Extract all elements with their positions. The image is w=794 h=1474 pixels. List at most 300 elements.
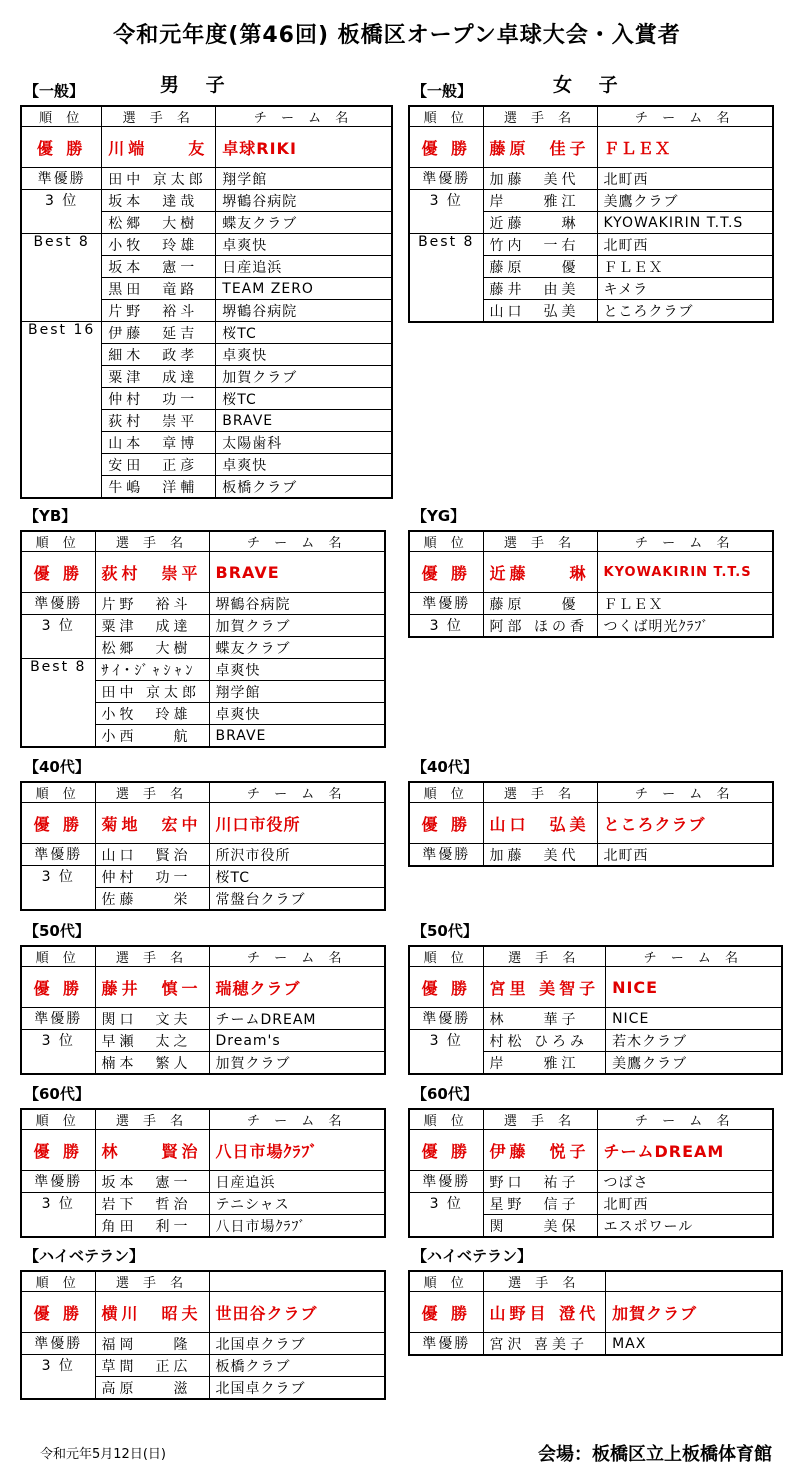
table-row — [21, 366, 392, 388]
table-header — [409, 782, 773, 803]
player-name: 山本 章博 — [102, 432, 216, 454]
rank-cell — [21, 256, 102, 278]
table-row — [21, 1355, 385, 1377]
team-name: 川口市役所 — [209, 803, 385, 844]
winner-row — [21, 803, 385, 844]
rank-cell: 準優勝 — [21, 1171, 95, 1193]
table-header — [409, 1109, 773, 1130]
team-name: エスポワール — [597, 1215, 773, 1238]
player-name: 荻村 崇平 — [102, 410, 216, 432]
player-name: 近藤 琳 — [483, 552, 597, 593]
team-name: 堺鶴谷病院 — [216, 300, 392, 322]
team-name: 卓爽快 — [209, 659, 385, 681]
player-name: 伊藤 延吉 — [102, 322, 216, 344]
rank-cell: 優 勝 — [409, 967, 483, 1008]
table-row — [21, 300, 392, 322]
team-name: 北町西 — [597, 844, 773, 867]
player-name: 藤原 優 — [483, 593, 597, 615]
player-name: 佐藤 栄 — [95, 888, 209, 911]
player-name: 黒田 竜路 — [102, 278, 216, 300]
rank-cell — [21, 725, 95, 748]
player-name: 松郷 大樹 — [95, 637, 209, 659]
player-name: 片野 裕斗 — [102, 300, 216, 322]
player-name: 粟津 成達 — [95, 615, 209, 637]
rank-cell: 優 勝 — [409, 803, 483, 844]
player-name: 角田 利一 — [95, 1215, 209, 1238]
winner-row — [21, 552, 385, 593]
header-player: 選 手 名 — [483, 531, 597, 552]
header-rank: 順 位 — [21, 531, 95, 552]
player-name: 仲村 功一 — [102, 388, 216, 410]
player-name: 粟津 成達 — [102, 366, 216, 388]
team-name: 所沢市役所 — [209, 844, 385, 866]
header-player: 選 手 名 — [95, 531, 209, 552]
rank-cell: Best 8 — [21, 659, 95, 681]
table-header — [21, 531, 385, 552]
header-rank: 順 位 — [21, 946, 95, 967]
rank-cell: 準優勝 — [409, 1171, 483, 1193]
results-table — [408, 530, 774, 638]
header-player: 選 手 名 — [483, 106, 597, 127]
rank-cell: Best 8 — [409, 234, 483, 256]
header-rank: 順 位 — [409, 1109, 483, 1130]
header-team: チ ー ム 名 — [216, 106, 392, 127]
header-rank: 順 位 — [21, 1271, 95, 1292]
team-name: 卓爽快 — [216, 454, 392, 476]
results-table — [20, 1108, 386, 1238]
team-name: ところクラブ — [597, 803, 773, 844]
section-label: 【YB】 — [24, 507, 77, 525]
table-row — [21, 476, 392, 499]
rank-cell: 準優勝 — [409, 844, 483, 867]
rank-cell: Best 16 — [21, 322, 102, 344]
player-name: 関口 文夫 — [95, 1008, 209, 1030]
player-name: 松郷 大樹 — [102, 212, 216, 234]
section-label: 【40代】 — [412, 758, 478, 776]
player-name: 坂本 達哉 — [102, 190, 216, 212]
event-date: 令和元年5月12日(日) — [40, 1447, 166, 1462]
header-rank: 順 位 — [409, 106, 483, 127]
table-row — [21, 234, 392, 256]
table-header — [409, 531, 773, 552]
team-name: NICE — [606, 967, 782, 1008]
player-name: 小牧 玲雄 — [95, 703, 209, 725]
team-name: 卓球RIKI — [216, 127, 392, 168]
table-row — [21, 432, 392, 454]
table-row — [409, 1030, 782, 1052]
rank-cell: 優 勝 — [21, 1130, 95, 1171]
player-name: 伊藤 悦子 — [483, 1130, 597, 1171]
table-row — [21, 637, 385, 659]
rank-cell — [21, 1215, 95, 1238]
table-row — [409, 1215, 773, 1238]
rank-cell: 優 勝 — [409, 1292, 483, 1333]
table-row — [21, 866, 385, 888]
player-name: 小西 航 — [95, 725, 209, 748]
table-row — [409, 1171, 773, 1193]
player-name: 横川 昭夫 — [95, 1292, 209, 1333]
team-name: 美鷹クラブ — [597, 190, 773, 212]
table-header — [21, 1109, 385, 1130]
rank-cell — [21, 703, 95, 725]
player-name: 坂本 憲一 — [95, 1171, 209, 1193]
rank-cell: Best 8 — [21, 234, 102, 256]
winner-row — [409, 803, 773, 844]
rank-cell: 3 位 — [409, 1193, 483, 1215]
team-name: 蝶友クラブ — [209, 637, 385, 659]
team-name: BRAVE — [209, 725, 385, 748]
player-name: 川端 友 — [102, 127, 216, 168]
player-name: 山口 弘美 — [483, 803, 597, 844]
player-name: 竹内 一右 — [483, 234, 597, 256]
event-venue: 会場：板橋区立上板橋体育館 — [538, 1444, 772, 1465]
player-name: 細木 政孝 — [102, 344, 216, 366]
rank-cell: 準優勝 — [409, 1333, 483, 1356]
rank-cell — [21, 454, 102, 476]
rank-cell: 3 位 — [409, 1030, 483, 1052]
player-name: 林 賢治 — [95, 1130, 209, 1171]
table-row — [409, 1008, 782, 1030]
table-row — [409, 593, 773, 615]
player-name: 村松 ひろみ — [483, 1030, 606, 1052]
rank-cell — [21, 1377, 95, 1400]
rank-cell: 3 位 — [409, 615, 483, 638]
header-team — [209, 1271, 385, 1292]
team-name: 翔学館 — [216, 168, 392, 190]
team-name: BRAVE — [209, 552, 385, 593]
table-row — [21, 168, 392, 190]
rank-cell — [409, 212, 483, 234]
winner-row — [409, 1130, 773, 1171]
player-name: 藤原 佳子 — [483, 127, 597, 168]
team-name: 堺鶴谷病院 — [216, 190, 392, 212]
table-row — [409, 844, 773, 867]
table-row — [21, 593, 385, 615]
header-team: チ ー ム 名 — [209, 946, 385, 967]
team-name: 桜TC — [216, 388, 392, 410]
rank-cell: 優 勝 — [21, 552, 95, 593]
player-name: 早瀬 太之 — [95, 1030, 209, 1052]
winner-row — [21, 1292, 385, 1333]
rank-cell: 優 勝 — [21, 1292, 95, 1333]
player-name: 小牧 玲雄 — [102, 234, 216, 256]
gender-label: 女 子 — [553, 74, 628, 96]
team-name: 八日市場ｸﾗﾌﾞ — [209, 1215, 385, 1238]
team-name: キメラ — [597, 278, 773, 300]
rank-cell — [21, 637, 95, 659]
table-row — [21, 1215, 385, 1238]
table-row — [409, 190, 773, 212]
team-name: 若木クラブ — [606, 1030, 782, 1052]
header-player: 選 手 名 — [483, 1271, 606, 1292]
header-rank: 順 位 — [21, 1109, 95, 1130]
team-name: BRAVE — [216, 410, 392, 432]
table-row — [21, 1052, 385, 1075]
rank-cell — [409, 1215, 483, 1238]
rank-cell — [21, 888, 95, 911]
team-name: 瑞穂クラブ — [209, 967, 385, 1008]
player-name: 宮里 美智子 — [483, 967, 606, 1008]
header-team — [606, 1271, 782, 1292]
results-table — [408, 781, 774, 867]
rank-cell: 準優勝 — [21, 1333, 95, 1355]
player-name: 田中 京太郎 — [95, 681, 209, 703]
player-name: 星野 信子 — [483, 1193, 597, 1215]
header-player: 選 手 名 — [95, 946, 209, 967]
rank-cell — [21, 1052, 95, 1075]
team-name: 北町西 — [597, 168, 773, 190]
rank-cell: 準優勝 — [21, 1008, 95, 1030]
team-name: 卓爽快 — [216, 234, 392, 256]
table-row — [21, 888, 385, 911]
winner-row — [21, 967, 385, 1008]
header-team: チ ー ム 名 — [597, 106, 773, 127]
section-label: 【一般】 — [24, 82, 85, 100]
rank-cell — [21, 410, 102, 432]
rank-cell: 準優勝 — [21, 844, 95, 866]
header-player: 選 手 名 — [95, 782, 209, 803]
section-label: 【60代】 — [24, 1085, 90, 1103]
rank-cell: 3 位 — [21, 1193, 95, 1215]
header-player: 選 手 名 — [483, 782, 597, 803]
team-name: 日産追浜 — [209, 1171, 385, 1193]
section-label: 【YG】 — [412, 507, 466, 525]
table-header — [409, 1271, 782, 1292]
team-name: 日産追浜 — [216, 256, 392, 278]
player-name: 山口 賢治 — [95, 844, 209, 866]
team-name: 加賀クラブ — [209, 615, 385, 637]
player-name: 藤井 慎一 — [95, 967, 209, 1008]
table-row — [21, 388, 392, 410]
table-row — [21, 278, 392, 300]
rank-cell: 優 勝 — [409, 1130, 483, 1171]
table-row — [21, 659, 385, 681]
team-name: つばさ — [597, 1171, 773, 1193]
header-rank: 順 位 — [21, 106, 102, 127]
team-name: TEAM ZERO — [216, 278, 392, 300]
results-table — [20, 781, 386, 911]
header-team: チ ー ム 名 — [209, 1109, 385, 1130]
gender-label: 男 子 — [160, 74, 235, 96]
rank-cell — [409, 300, 483, 323]
player-name: 関 美保 — [483, 1215, 597, 1238]
results-table — [20, 530, 386, 748]
results-table — [408, 1108, 774, 1238]
rank-cell — [409, 278, 483, 300]
team-name: 加賀クラブ — [209, 1052, 385, 1075]
player-name: 加藤 美代 — [483, 168, 597, 190]
team-name: ＦＬＥＸ — [597, 127, 773, 168]
player-name: 山口 弘美 — [483, 300, 597, 323]
rank-cell: 準優勝 — [21, 168, 102, 190]
player-name: 野口 祐子 — [483, 1171, 597, 1193]
player-name: ｻｲ･ｼﾞｬｼｬﾝ — [95, 659, 209, 681]
team-name: 美鷹クラブ — [606, 1052, 782, 1075]
team-name: 北国卓クラブ — [209, 1377, 385, 1400]
header-rank: 順 位 — [409, 946, 483, 967]
rank-cell: 3 位 — [21, 866, 95, 888]
team-name: チームDREAM — [209, 1008, 385, 1030]
table-row — [21, 190, 392, 212]
table-row — [409, 1193, 773, 1215]
header-player: 選 手 名 — [102, 106, 216, 127]
team-name: 卓爽快 — [216, 344, 392, 366]
winner-row — [21, 127, 392, 168]
table-row — [21, 322, 392, 344]
table-row — [409, 300, 773, 323]
table-row — [409, 278, 773, 300]
team-name: 太陽歯科 — [216, 432, 392, 454]
player-name: 近藤 琳 — [483, 212, 597, 234]
table-row — [21, 725, 385, 748]
table-row — [409, 256, 773, 278]
team-name: 加賀クラブ — [216, 366, 392, 388]
rank-cell: 準優勝 — [409, 593, 483, 615]
rank-cell — [21, 366, 102, 388]
player-name: 宮沢 喜美子 — [483, 1333, 606, 1356]
team-name: KYOWAKIRIN T.T.S — [597, 212, 773, 234]
team-name: KYOWAKIRIN T.T.S — [597, 552, 773, 593]
player-name: 岩下 哲治 — [95, 1193, 209, 1215]
rank-cell: 優 勝 — [409, 127, 483, 168]
table-row — [21, 1333, 385, 1355]
player-name: 片野 裕斗 — [95, 593, 209, 615]
section-label: 【50代】 — [412, 922, 478, 940]
player-name: 加藤 美代 — [483, 844, 597, 867]
rank-cell: 優 勝 — [21, 967, 95, 1008]
team-name: 常盤台クラブ — [209, 888, 385, 911]
results-table — [20, 945, 386, 1075]
header-team: チ ー ム 名 — [606, 946, 782, 967]
header-player: 選 手 名 — [95, 1271, 209, 1292]
player-name: 菊地 宏中 — [95, 803, 209, 844]
table-header — [409, 106, 773, 127]
team-name: 板橋クラブ — [209, 1355, 385, 1377]
rank-cell — [21, 476, 102, 499]
player-name: 阿部 ほの香 — [483, 615, 597, 638]
team-name: 桜TC — [216, 322, 392, 344]
table-row — [21, 212, 392, 234]
winner-row — [409, 127, 773, 168]
player-name: 田中 京太郎 — [102, 168, 216, 190]
header-player: 選 手 名 — [95, 1109, 209, 1130]
team-name: 加賀クラブ — [606, 1292, 782, 1333]
player-name: 山野目 澄代 — [483, 1292, 606, 1333]
header-rank: 順 位 — [409, 782, 483, 803]
rank-cell: 優 勝 — [409, 552, 483, 593]
rank-cell: 3 位 — [21, 1355, 95, 1377]
rank-cell: 3 位 — [409, 190, 483, 212]
section-label: 【ハイベテラン】 — [24, 1247, 145, 1265]
rank-cell — [21, 278, 102, 300]
table-row — [21, 681, 385, 703]
header-team: チ ー ム 名 — [597, 782, 773, 803]
table-row — [409, 615, 773, 638]
table-row — [21, 344, 392, 366]
table-row — [409, 1052, 782, 1075]
table-row — [21, 1008, 385, 1030]
header-player: 選 手 名 — [483, 1109, 597, 1130]
rank-cell — [21, 681, 95, 703]
team-name: 世田谷クラブ — [209, 1292, 385, 1333]
player-name: 岸 雅江 — [483, 1052, 606, 1075]
rank-cell: 優 勝 — [21, 127, 102, 168]
team-name: 北国卓クラブ — [209, 1333, 385, 1355]
header-rank: 順 位 — [409, 531, 483, 552]
table-row — [21, 410, 392, 432]
table-header — [21, 946, 385, 967]
rank-cell — [409, 1052, 483, 1075]
team-name: 翔学館 — [209, 681, 385, 703]
table-row — [21, 454, 392, 476]
rank-cell — [21, 432, 102, 454]
team-name: チームDREAM — [597, 1130, 773, 1171]
team-name: MAX — [606, 1333, 782, 1356]
player-name: 福岡 隆 — [95, 1333, 209, 1355]
winner-row — [409, 967, 782, 1008]
player-name: 岸 雅江 — [483, 190, 597, 212]
table-row — [409, 212, 773, 234]
player-name: 高原 滋 — [95, 1377, 209, 1400]
player-name: 坂本 憲一 — [102, 256, 216, 278]
player-name: 荻村 崇平 — [95, 552, 209, 593]
section-label: 【50代】 — [24, 922, 90, 940]
header-player: 選 手 名 — [483, 946, 606, 967]
rank-cell: 準優勝 — [409, 168, 483, 190]
table-row — [21, 1030, 385, 1052]
team-name: NICE — [606, 1008, 782, 1030]
team-name: 北町西 — [597, 1193, 773, 1215]
table-row — [21, 703, 385, 725]
results-table — [408, 105, 774, 323]
header-team: チ ー ム 名 — [597, 1109, 773, 1130]
section-label: 【60代】 — [412, 1085, 478, 1103]
results-table — [408, 1270, 783, 1356]
table-row — [21, 256, 392, 278]
player-name: 林 華子 — [483, 1008, 606, 1030]
table-row — [21, 1377, 385, 1400]
header-team: チ ー ム 名 — [597, 531, 773, 552]
rank-cell — [21, 388, 102, 410]
player-name: 藤原 優 — [483, 256, 597, 278]
table-row — [21, 844, 385, 866]
team-name: 八日市場ｸﾗﾌﾞ — [209, 1130, 385, 1171]
team-name: 卓爽快 — [209, 703, 385, 725]
table-row — [21, 1193, 385, 1215]
rank-cell: 3 位 — [21, 615, 95, 637]
section-label: 【一般】 — [412, 82, 473, 100]
header-team: チ ー ム 名 — [209, 782, 385, 803]
table-header — [21, 1271, 385, 1292]
results-table — [20, 1270, 386, 1400]
team-name: テニシャス — [209, 1193, 385, 1215]
team-name: 板橋クラブ — [216, 476, 392, 499]
results-table — [20, 105, 393, 499]
page-title: 令和元年度(第46回) 板橋区オープン卓球大会・入賞者 — [113, 23, 681, 48]
player-name: 楠本 繁人 — [95, 1052, 209, 1075]
player-name: 牛嶋 洋輔 — [102, 476, 216, 499]
section-label: 【ハイベテラン】 — [412, 1247, 533, 1265]
winner-row — [409, 1292, 782, 1333]
player-name: 藤井 由美 — [483, 278, 597, 300]
rank-cell: 準優勝 — [409, 1008, 483, 1030]
results-table — [408, 945, 783, 1075]
winner-row — [21, 1130, 385, 1171]
table-row — [409, 1333, 782, 1356]
header-rank: 順 位 — [409, 1271, 483, 1292]
team-name: 堺鶴谷病院 — [209, 593, 385, 615]
table-row — [409, 168, 773, 190]
